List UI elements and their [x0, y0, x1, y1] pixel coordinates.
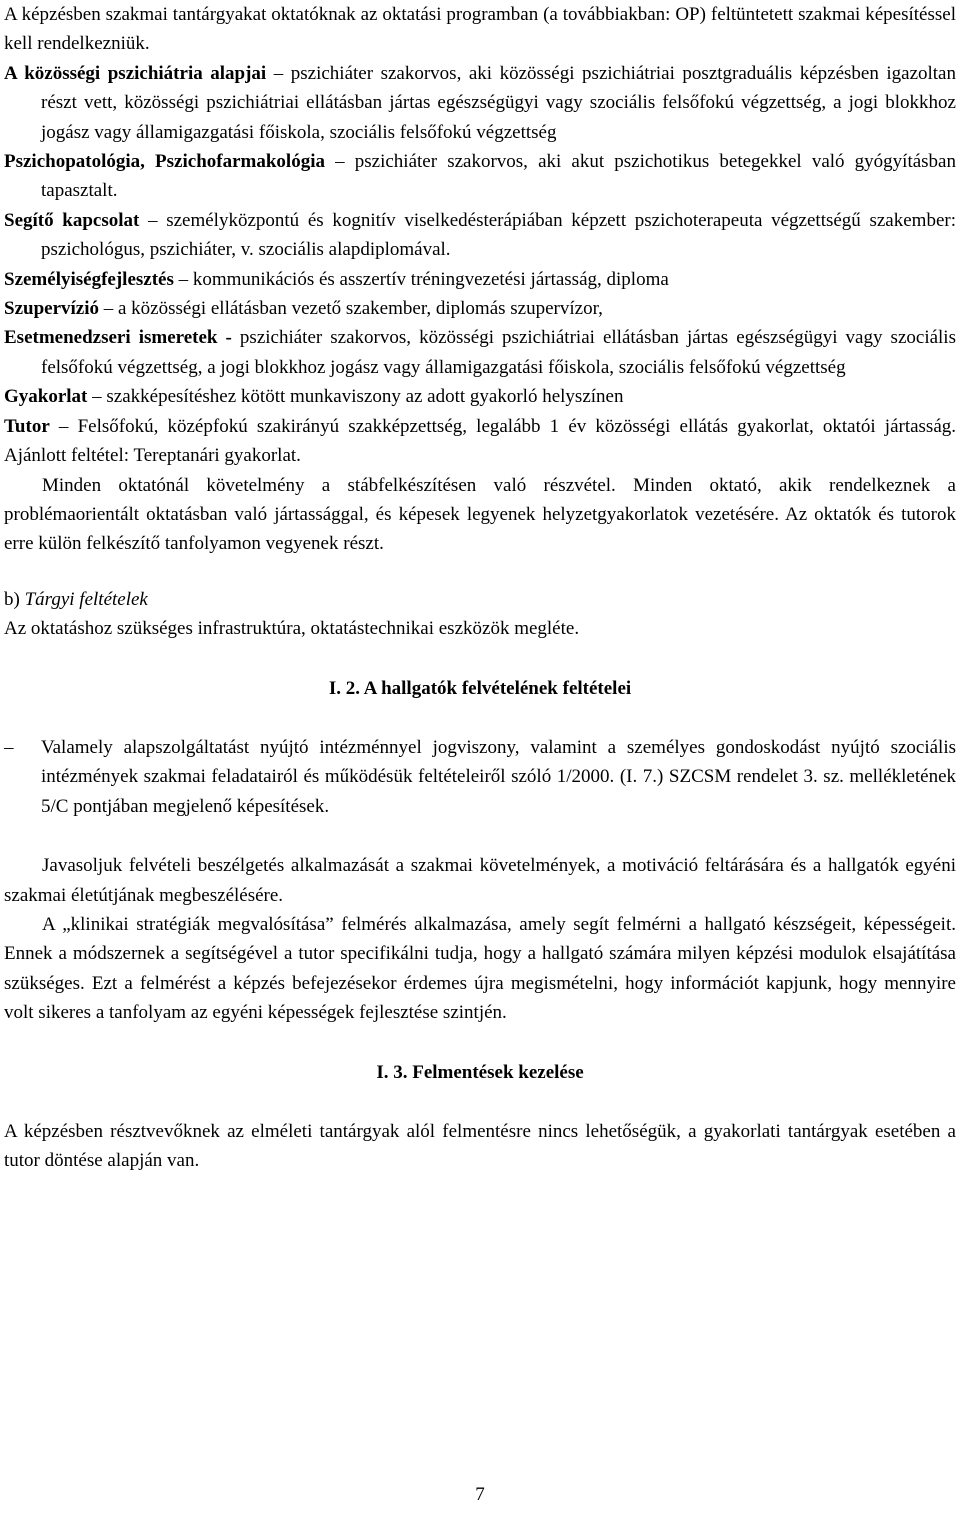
- requirement-text: pszichiáter szakorvos, közösségi pszichiátriai ellátásban jártas egészségügyi vagy szociális felsőfokú végzettség, a jogi blokkhoz jogász vagy államigazgatási főiskola, szociális felsőfokú végzettség: [41, 327, 956, 378]
- admission-bullet-item: [4, 733, 956, 821]
- requirement-term: A közösségi pszichiátria alapjai: [4, 62, 267, 84]
- requirement-term: Pszichopatológia, Pszichofarmakológia: [4, 151, 325, 173]
- admission-bullet-text: Valamely alapszolgáltatást nyújtó intézménnyel jogviszony, valamint a személyes gondoskodást nyújtó szociális intézmények szakmai feladatairól és működésük feltételeiről szóló 1/2000. (I. 7.) SZCSM rendelet 3. sz. mellékletének 5/C pontjában megjelenő képesítések.: [41, 736, 956, 817]
- dash-bullet-icon: –: [4, 736, 14, 758]
- requirement-text: szakképesítéshez kötött munkaviszony az adott gyakorló helyszínen: [106, 386, 624, 408]
- section-b-text: Az oktatáshoz szükséges infrastruktúra, oktatástechnikai eszközök megléte.: [4, 618, 580, 640]
- section-b-label: b): [4, 588, 25, 610]
- document-page: [4, 0, 956, 1176]
- requirement-term: Személyiségfejlesztés: [4, 268, 174, 290]
- trainer-note-paragraph: Minden oktatónál követelmény a stábfelkészítésen való részvétel. Minden oktató, akik rendelkeznek a problémaorientált oktatásban való jártassággal, és képesek legyenek helyzetgyakorlatok vezetésére. Az oktatók és tutorok erre külön felkészítő tanfolyamon vegyenek részt.: [4, 474, 956, 555]
- assessment-paragraph: A „klinikai stratégiák megvalósítása” felmérés alkalmazása, amely segít felmérni a hallgató készségeit, képességeit. Ennek a módszernek a segítségével a tutor specifikálni tudja, hogy a hallgató számára milyen képzési modulok elsajátítása szükséges. Ezt a felmérést a képzés befejezésekor érdemes újra megismételni, hogy információt kapjunk, hogy mennyire volt sikeres a tanfolyam az egyéni képességek fejlesztése szintjén.: [4, 913, 956, 1024]
- requirement-item: [4, 59, 956, 147]
- requirement-separator: –: [87, 386, 107, 408]
- requirement-term: Gyakorlat: [4, 386, 88, 408]
- section-b-title: [4, 585, 956, 614]
- requirement-term: Esetmenedzseri ismeretek -: [4, 327, 232, 349]
- requirement-separator: –: [49, 415, 78, 437]
- requirements-list: [4, 59, 956, 471]
- requirement-text: pszichiáter szakorvos, aki közösségi pszichiátriai posztgraduális képzésben igazoltan részt vett, közösségi pszichiátriai ellátásban jártas egészségügyi vagy szociális felsőfokú végzettség, a jogi blokkhoz jogász vagy államigazgatási főiskola, szociális felsőfokú végzettség: [41, 62, 956, 143]
- requirement-separator: –: [99, 298, 118, 320]
- requirement-term: Szupervízió: [4, 298, 99, 320]
- interview-paragraph: Javasoljuk felvételi beszélgetés alkalmazását a szakmai követelmények, a motiváció feltárására és a hallgatók egyéni szakmai életútjának megbeszélésére.: [4, 855, 956, 906]
- requirement-item: [4, 206, 956, 265]
- intro-paragraph: A képzésben szakmai tantárgyakat oktatóknak az oktatási programban (a továbbiakban: OP) feltüntetett szakmai képesítéssel kell rendelkezniük.: [4, 4, 956, 55]
- page-number: 7: [475, 1484, 485, 1505]
- requirement-item: [4, 382, 956, 411]
- requirement-term: Segítő kapcsolat: [4, 209, 140, 231]
- requirement-item: [4, 147, 956, 206]
- requirement-item: [4, 323, 956, 382]
- section-b-title-text: Tárgyi feltételek: [24, 588, 148, 610]
- requirement-item: [4, 294, 956, 323]
- requirement-text: személyközpontú és kognitív viselkedésterápiában képzett pszichoterapeuta végzettségű szakember: pszichológus, pszichiáter, v. szociális alapdiplomával.: [41, 209, 956, 261]
- requirement-separator: –: [266, 62, 291, 84]
- requirement-text: a közösségi ellátásban vezető szakember, diplomás szupervízor,: [118, 298, 603, 320]
- requirement-item: [4, 412, 956, 471]
- requirement-separator: –: [173, 268, 193, 290]
- requirement-term: Tutor: [4, 415, 50, 437]
- requirement-separator: [232, 327, 240, 348]
- requirement-text: pszichiáter szakorvos, aki akut pszichotikus betegekkel való gyógyításban tapasztalt.: [41, 151, 956, 202]
- section-i2-heading: I. 2. A hallgatók felvételének feltételei: [328, 677, 632, 699]
- requirement-item: [4, 265, 956, 294]
- section-i3-heading: I. 3. Felmentések kezelése: [376, 1061, 584, 1083]
- requirement-text: Felsőfokú, középfokú szakirányú szakképzettség, legalább 1 év közösségi ellátás gyakorlat, oktatói jártasság. Ajánlott feltétel: Tereptanári gyakorlat.: [4, 415, 957, 467]
- exemption-paragraph: A képzésben résztvevőknek az elméleti tantárgyak alól felmentésre nincs lehetőségük, a gyakorlati tantárgyak esetében a tutor döntése alapján van.: [4, 1121, 956, 1172]
- requirement-text: kommunikációs és asszertív tréningvezetési jártasság, diploma: [192, 268, 669, 290]
- requirement-separator: –: [324, 151, 355, 173]
- requirement-separator: –: [139, 209, 167, 231]
